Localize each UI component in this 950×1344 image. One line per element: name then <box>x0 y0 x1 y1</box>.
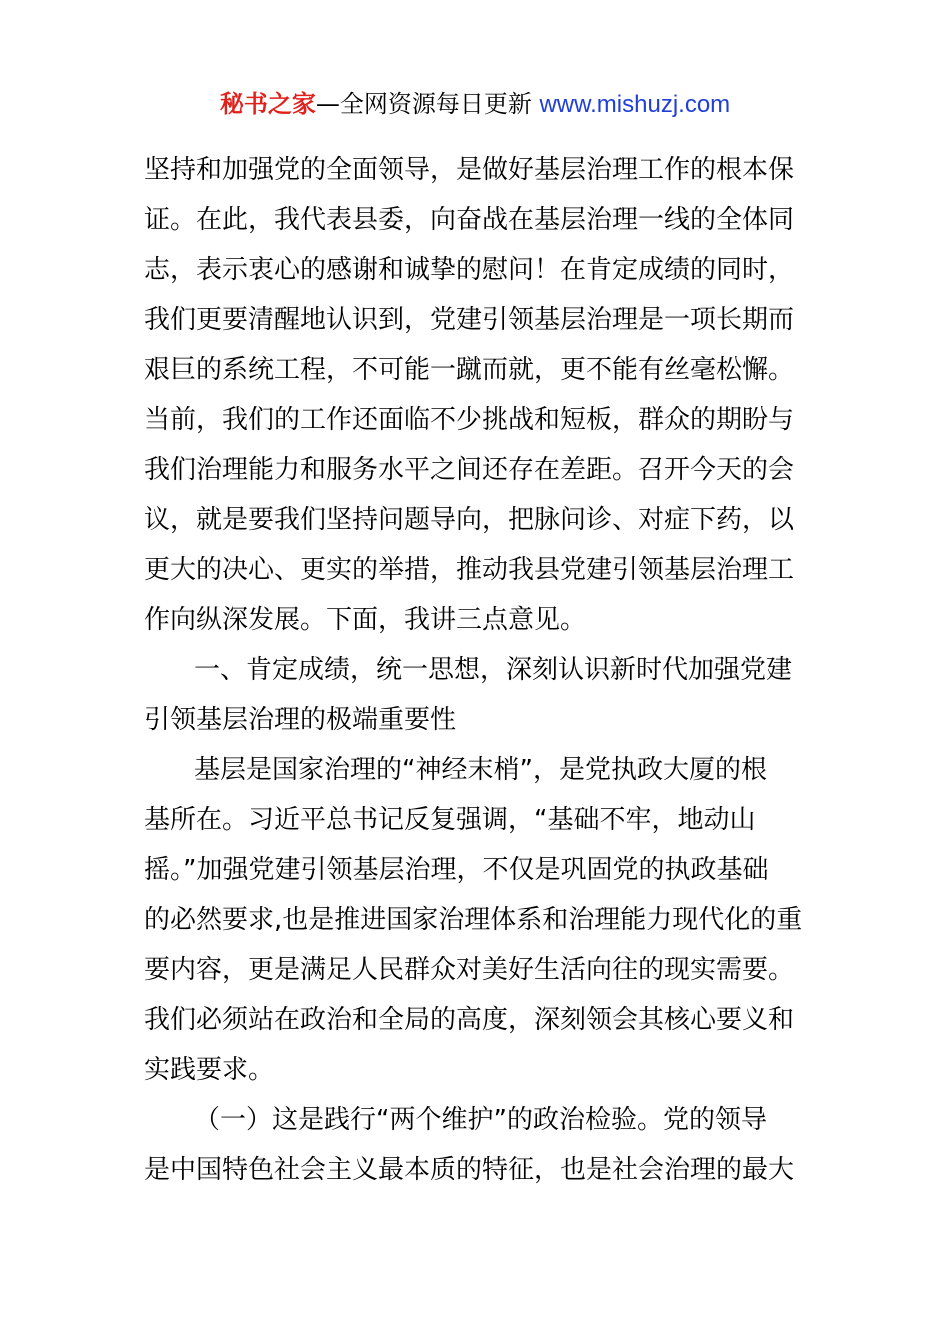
text-line: 我们更要清醒地认识到，党建引领基层治理是一项长期而 <box>144 305 795 335</box>
text-line: 的必然要求,也是推进国家治理体系和治理能力现代化的重 <box>144 905 803 935</box>
site-url-link[interactable]: www.mishuzj.com <box>539 91 731 118</box>
text-line: 基层是国家治理的“神经末梢”，是党执政大厦的根 <box>194 755 767 785</box>
text-line: 当前，我们的工作还面临不少挑战和短板，群众的期盼与 <box>144 405 795 435</box>
text-line: 要内容，更是满足人民群众对美好生活向往的现实需要。 <box>144 955 795 985</box>
text-line: 艰巨的系统工程，不可能一蹴而就，更不能有丝毫松懈。 <box>144 355 795 385</box>
text-line: 证。在此，我代表县委，向奋战在基层治理一线的全体同 <box>144 205 795 235</box>
document-body <box>144 145 824 1195</box>
text-line: 更大的决心、更实的举措，推动我县党建引领基层治理工 <box>144 555 795 585</box>
section-heading-line: 引领基层治理的极端重要性 <box>144 705 457 735</box>
text-line: 作向纵深发展。下面，我讲三点意见。 <box>144 605 587 635</box>
header-tagline: —全网资源每日更新 <box>315 90 540 118</box>
text-line: 我们治理能力和服务水平之间还存在差距。召开今天的会 <box>144 455 795 485</box>
text-line: 坚持和加强党的全面领导，是做好基层治理工作的根本保 <box>144 155 795 185</box>
brand-name: 秘书之家 <box>219 90 316 118</box>
text-line: 摇。”加强党建引领基层治理，不仅是巩固党的执政基础 <box>144 855 769 885</box>
subsection-line: （一）这是践行“两个维护”的政治检验。党的领导 <box>194 1105 767 1135</box>
text-line: 基所在。习近平总书记反复强调，“基础不牢，地动山 <box>144 805 756 835</box>
text-line: 是中国特色社会主义最本质的特征，也是社会治理的最大 <box>144 1155 795 1185</box>
text-line: 我们必须站在政治和全局的高度，深刻领会其核心要义和 <box>144 1005 795 1035</box>
document-header <box>0 86 950 123</box>
text-line: 议，就是要我们坚持问题导向，把脉问诊、对症下药，以 <box>144 505 795 535</box>
text-line: 实践要求。 <box>144 1055 275 1085</box>
section-heading-line: 一、肯定成绩，统一思想，深刻认识新时代加强党建 <box>194 655 793 685</box>
text-line: 志，表示衷心的感谢和诚挚的慰问！在肯定成绩的同时， <box>144 255 795 285</box>
